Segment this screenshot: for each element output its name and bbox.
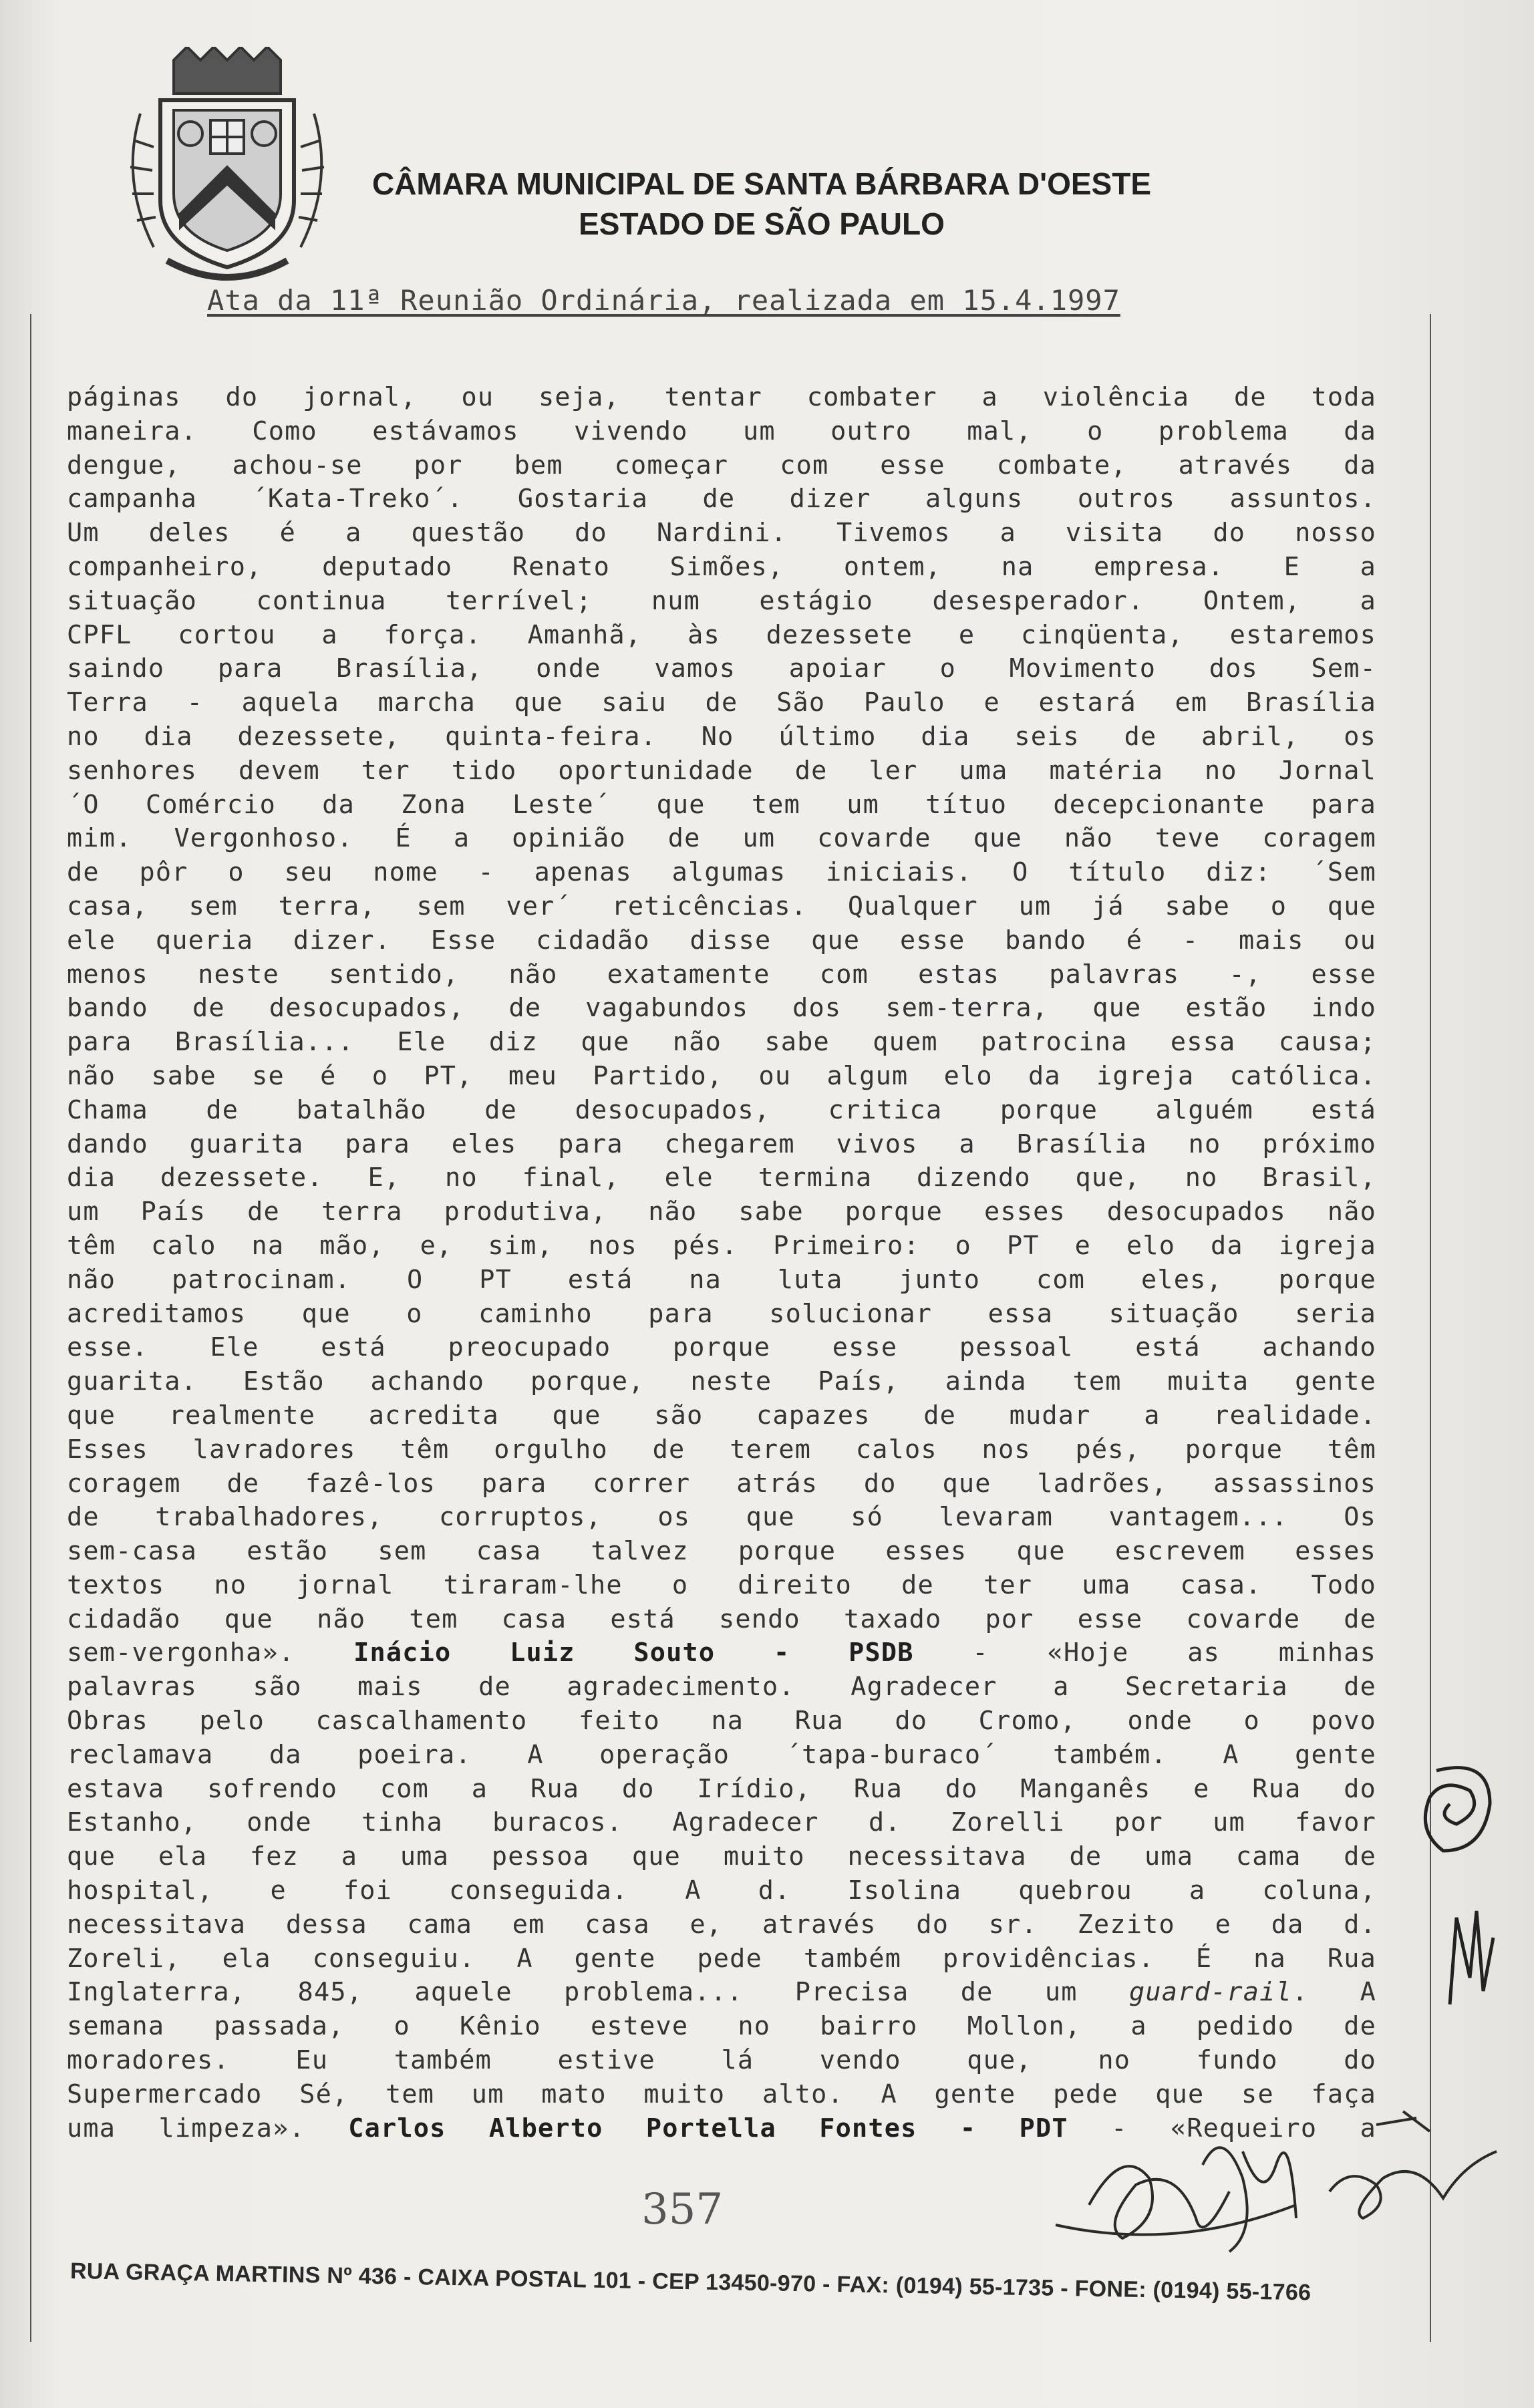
italic-term: guard-rail bbox=[1129, 1977, 1292, 2008]
body-line: ele queria dizer. Esse cidadão disse que esse bando é - mais ou bbox=[67, 925, 1376, 955]
body-line: Um deles é a questão do Nardini. Tivemos a visita do nosso bbox=[67, 518, 1376, 549]
body-line: situação continua terrível; num estágio desesperador. Ontem, a bbox=[67, 585, 1376, 616]
body-line: campanha ´Kata-Treko´. Gostaria de dizer alguns outros assuntos. bbox=[67, 484, 1376, 514]
body-line: guarita. Estão achando porque, neste País, ainda tem muita gente bbox=[67, 1366, 1376, 1397]
body-line: ´O Comércio da Zona Leste´ que tem um títuo decepcionante para bbox=[67, 789, 1376, 820]
body-line: cidadão que não tem casa está sendo taxado por esse covarde de bbox=[67, 1604, 1376, 1634]
speaker-intro: - «Requeiro a bbox=[1068, 2113, 1376, 2143]
body-line: necessitava dessa cama em casa e, através do sr. Zezito e da d. bbox=[67, 1909, 1376, 1940]
body-line: Esses lavradores têm orgulho de terem calos nos pés, porque têm bbox=[67, 1434, 1376, 1465]
body-line: companheiro, deputado Renato Simões, ontem, na empresa. E a bbox=[67, 551, 1376, 582]
body-line: textos no jornal tiraram-lhe o direito de ter uma casa. Todo bbox=[67, 1569, 1376, 1600]
body-line: no dia dezessete, quinta-feira. No último dia seis de abril, os bbox=[67, 721, 1376, 752]
body-line: dando guarita para eles para chegarem vivos a Brasília no próximo bbox=[67, 1128, 1376, 1159]
body-line: sem-vergonha». bbox=[67, 1638, 354, 1668]
body-line: que realmente acredita que são capazes de mudar a realidade. bbox=[67, 1400, 1376, 1431]
page-number: 357 bbox=[641, 2185, 724, 2234]
body-line: páginas do jornal, ou seja, tentar combater a violência de toda bbox=[67, 382, 1376, 412]
body-line: de trabalhadores, corruptos, os que só levaram vantagem... Os bbox=[67, 1502, 1376, 1533]
body-line: saindo para Brasília, onde vamos apoiar o Movimento dos Sem- bbox=[67, 653, 1376, 684]
body-line: Inglaterra, 845, aquele problema... Precisa de um bbox=[67, 1977, 1130, 2008]
body-line: Chama de batalhão de desocupados, critica porque alguém está bbox=[67, 1094, 1376, 1125]
body-line: Terra - aquela marcha que saiu de São Paulo e estará em Brasília bbox=[67, 688, 1376, 718]
body-line: hospital, e foi conseguida. A d. Isolina quebrou a coluna, bbox=[67, 1875, 1376, 1906]
body-line: um País de terra produtiva, não sabe porque esses desocupados não bbox=[67, 1197, 1376, 1227]
speaker-name: Inácio Luiz Souto - PSDB bbox=[353, 1638, 914, 1668]
body-line: de pôr o seu nome - apenas algumas iniciais. O título diz: ´Sem bbox=[67, 857, 1376, 888]
body-line-italic bbox=[67, 1976, 1376, 2010]
body-line: uma limpeza». bbox=[67, 2113, 349, 2143]
state-name: ESTADO DE SÃO PAULO bbox=[579, 206, 945, 241]
left-margin-rule bbox=[30, 314, 31, 2342]
body-line: sem-casa estão sem casa talvez porque esses que escrevem esses bbox=[67, 1536, 1376, 1567]
initials-signature-icon bbox=[1410, 1751, 1510, 1871]
body-line: Zoreli, ela conseguiu. A gente pede também providências. É na Rua bbox=[67, 1943, 1376, 1974]
body-line: que ela fez a uma pessoa que muito necessitava de uma cama de bbox=[67, 1841, 1376, 1872]
body-line: Obras pelo cascalhamento feito na Rua do Cromo, onde o povo bbox=[67, 1706, 1376, 1737]
speaker-name: Carlos Alberto Portella Fontes - PDT bbox=[348, 2113, 1068, 2143]
document-title: Ata da 11ª Reunião Ordinária, realizada em 15.4.1997 bbox=[207, 284, 1120, 317]
body-line: Estanho, onde tinha buracos. Agradecer d. Zorelli por um favor bbox=[67, 1807, 1376, 1838]
body-line: Supermercado Sé, tem um mato muito alto. A gente pede que se faça bbox=[67, 2079, 1376, 2109]
body-line: semana passada, o Kênio esteve no bairro Mollon, a pedido de bbox=[67, 2011, 1376, 2042]
body-line: estava sofrendo com a Rua do Irídio, Rua do Manganês e Rua do bbox=[67, 1773, 1376, 1804]
institution-name: CÂMARA MUNICIPAL DE SANTA BÁRBARA D'OESTE bbox=[371, 166, 1152, 201]
body-line: reclamava da poeira. A operação ´tapa-buraco´ também. A gente bbox=[67, 1739, 1376, 1770]
minutes-body bbox=[67, 381, 1376, 2145]
body-line: esse. Ele está preocupado porque esse pessoal está achando bbox=[67, 1332, 1376, 1363]
right-margin-rule bbox=[1430, 314, 1431, 2342]
body-line-speaker bbox=[67, 1636, 1376, 1670]
body-line: CPFL cortou a força. Amanhã, às dezessete e cinqüenta, estaremos bbox=[67, 619, 1376, 650]
body-line: para Brasília... Ele diz que não sabe quem patrocina essa causa; bbox=[67, 1027, 1376, 1058]
body-line: casa, sem terra, sem ver´ reticências. Qualquer um já sabe o que bbox=[67, 891, 1376, 921]
body-line: maneira. Como estávamos vivendo um outro mal, o problema da bbox=[67, 416, 1376, 446]
body-line: mim. Vergonhoso. É a opinião de um covarde que não teve coragem bbox=[67, 823, 1376, 854]
body-line: dengue, achou-se por bem começar com esse combate, através da bbox=[67, 450, 1376, 480]
body-line: menos neste sentido, não exatamente com estas palavras -, esse bbox=[67, 959, 1376, 990]
body-line: coragem de fazê-los para correr atrás do que ladrões, assassinos bbox=[67, 1468, 1376, 1499]
body-line: bando de desocupados, de vagabundos dos sem-terra, que estão indo bbox=[67, 993, 1376, 1024]
body-line: acreditamos que o caminho para solucionar essa situação seria bbox=[67, 1298, 1376, 1329]
footer-address: RUA GRAÇA MARTINS Nº 436 - CAIXA POSTAL 101 - CEP 13450-970 - FAX: (0194) 55-1735 - FONE: (0194) 55-1766 bbox=[69, 2258, 1312, 2306]
body-line: senhores devem ter tido oportunidade de ler uma matéria no Jornal bbox=[67, 755, 1376, 786]
body-line-tail: . A bbox=[1291, 1977, 1376, 2008]
body-line: palavras são mais de agradecimento. Agradecer a Secretaria de bbox=[67, 1672, 1376, 1702]
speaker-intro: - «Hoje as minhas bbox=[913, 1638, 1376, 1668]
body-line: não sabe se é o PT, meu Partido, ou algum elo da igreja católica. bbox=[67, 1060, 1376, 1091]
body-line: têm calo na mão, e, sim, nos pés. Primeiro: o PT e elo da igreja bbox=[67, 1230, 1376, 1261]
letterhead bbox=[371, 164, 1269, 244]
body-line: não patrocinam. O PT está na luta junto com eles, porque bbox=[67, 1264, 1376, 1295]
signatures-cluster-icon bbox=[1042, 2085, 1523, 2278]
body-line: dia dezessete. E, no final, ele termina dizendo que, no Brasil, bbox=[67, 1163, 1376, 1193]
margin-signature-icon bbox=[1436, 1898, 1503, 2011]
body-line: moradores. Eu também estive lá vendo que, no fundo do bbox=[67, 2045, 1376, 2076]
